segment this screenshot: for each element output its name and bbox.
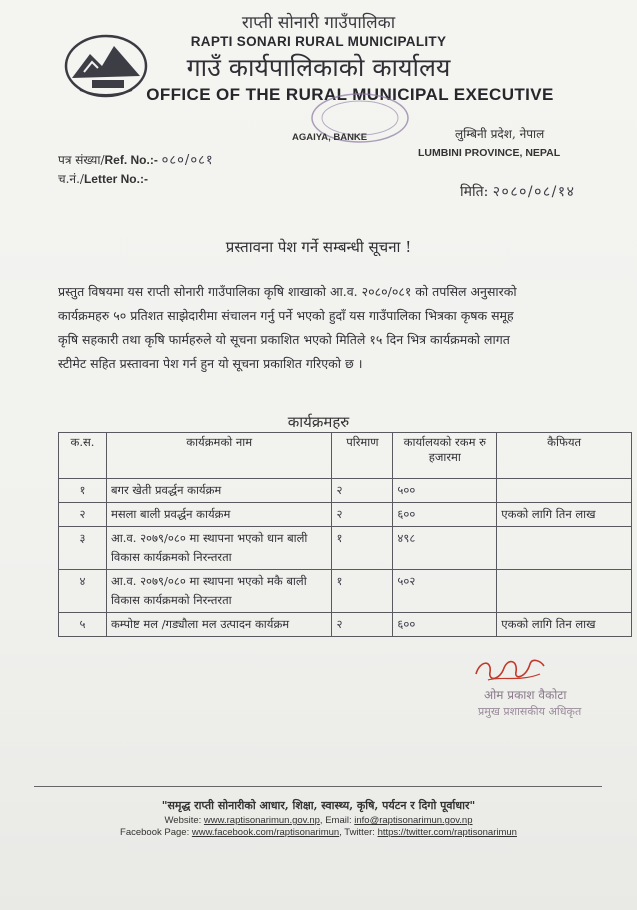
footer-divider [34,786,602,787]
letter-label-english: Letter No.:- [83,172,148,186]
cell-quantity: १ [332,570,393,613]
reference-number [58,150,214,168]
programs-table [58,432,632,637]
ref-value: ०८०/०८१ [161,153,214,168]
cell-serial: ४ [59,570,107,613]
province-english: LUMBINI PROVINCE, NEPAL [418,147,561,159]
cell-serial: १ [59,479,107,503]
letter-label-nepali: च.नं./ [58,172,84,186]
cell-remarks [497,479,632,503]
footer-contacts: Website: www.raptisonarimun.gov.np, Email: info@raptisonarimun.gov.np [164,815,473,826]
twitter-label: Twitter: [344,827,375,838]
cell-amount: ५०० [393,479,497,503]
cell-remarks [497,570,632,613]
email-link[interactable]: info@raptisonarimun.gov.np [354,815,473,826]
cell-serial: ५ [59,613,107,637]
header-program-name: कार्यक्रमको नाम [106,433,332,479]
cell-quantity: २ [332,613,393,637]
cell-program-name: कम्पोष्ट मल /गड्यौला मल उत्पादन कार्यक्रम [106,613,332,637]
cell-amount: ६०० [393,503,497,527]
office-stamp [300,92,420,152]
office-name-english: OFFICE OF THE RURAL MUNICIPAL EXECUTIVE [146,85,554,104]
table-row [59,613,632,637]
cell-program-name: आ.व. २०७९/०८० मा स्थापना भएको मकै बाली विकास कार्यक्रमको निरन्तरता [106,570,332,613]
table-title: कार्यक्रमहरु [287,413,350,431]
cell-remarks: एकको लागि तिन लाख [497,613,632,637]
table-row [59,570,632,613]
notice-body [58,280,623,376]
cell-serial: ३ [59,527,107,570]
date-value: २०८०/०८/१४ [492,184,576,200]
letter-date [460,182,575,201]
signature-mark [470,652,550,688]
office-location: AGAIYA, BANKE [292,132,368,143]
cell-quantity: २ [332,479,393,503]
footer-slogan: "समृद्ध राप्ती सोनारीको आधार, शिक्षा, स्वास्थ्य, कृषि, पर्यटन र दिगो पूर्वाधार" [161,799,476,812]
cell-quantity: २ [332,503,393,527]
municipality-name-english: RAPTI SONARI RURAL MUNICIPALITY [190,34,447,49]
cell-program-name: बगर खेती प्रवर्द्धन कार्यक्रम [106,479,332,503]
cell-amount: ५०२ [393,570,497,613]
notice-subject: प्रस्तावना पेश गर्ने सम्बन्धी सूचना ! [225,238,412,256]
ref-label-english: Ref. No.:- [104,153,158,167]
cell-amount: ४९८ [393,527,497,570]
province-nepali: लुम्बिनी प्रदेश, नेपाल [455,127,545,141]
signatory-title: प्रमुख प्रशासकीय अधिकृत [478,705,582,718]
header-serial: क.स. [59,433,107,479]
ref-label-nepali: पत्र संख्या/ [58,153,105,167]
website-label: Website: [164,815,202,826]
email-label: Email: [325,815,352,826]
body-line: प्रस्तुत विषयमा यस राप्ती सोनारी गाउँपालिका कृषि शाखाको आ.व. २०८०/०८१ को तपसिल अनुसारको [58,284,517,299]
body-line: कार्यक्रमहरु ५० प्रतिशत साझेदारीमा संचालन गर्नु पर्ने भएको हुदाँ यस गाउँपालिका भित्रका कृषक समूह [58,308,514,323]
body-line: स्टीमेट सहित प्रस्तावना पेश गर्न हुन यो सूचना प्रकाशित गरिएको छ । [58,356,363,371]
footer-social: Facebook Page: www.facebook.com/raptisonarimun, Twitter: https://twitter.com/raptisonarimun [120,827,517,838]
body-line: कृषि सहकारी तथा कृषि फार्महरुले यो सूचना प्रकाशित भएको मितिले १५ दिन भित्र कार्यक्रमको लागत [58,332,510,347]
cell-remarks: एकको लागि तिन लाख [497,503,632,527]
date-label: मिति: [460,184,489,200]
cell-quantity: १ [332,527,393,570]
cell-remarks [497,527,632,570]
table-row [59,503,632,527]
municipality-name-nepali: राप्ती सोनारी गाउँपालिका [241,13,396,33]
signatory-name: ओम प्रकाश वैकोटा [484,688,567,702]
website-link[interactable]: www.raptisonarimun.gov.np [203,815,320,826]
office-name-nepali: गाउँ कार्यपालिकाको कार्यालय [186,53,451,82]
cell-amount: ६०० [393,613,497,637]
table-row [59,479,632,503]
twitter-link[interactable]: https://twitter.com/raptisonarimun [377,827,517,838]
letter-number [58,170,148,187]
header-quantity: परिमाण [332,433,393,479]
facebook-label: Facebook Page: [120,827,190,838]
table-header-row [59,433,632,479]
header-remarks: कैफियत [497,433,632,479]
cell-program-name: मसला बाली प्रवर्द्धन कार्यक्रम [106,503,332,527]
cell-program-name: आ.व. २०७९/०८० मा स्थापना भएको धान बाली विकास कार्यक्रमको निरन्तरता [106,527,332,570]
table-row [59,527,632,570]
facebook-link[interactable]: www.facebook.com/raptisonarimun [191,827,340,838]
header-amount: कार्यालयको रकम रु हजारमा [393,433,497,479]
cell-serial: २ [59,503,107,527]
